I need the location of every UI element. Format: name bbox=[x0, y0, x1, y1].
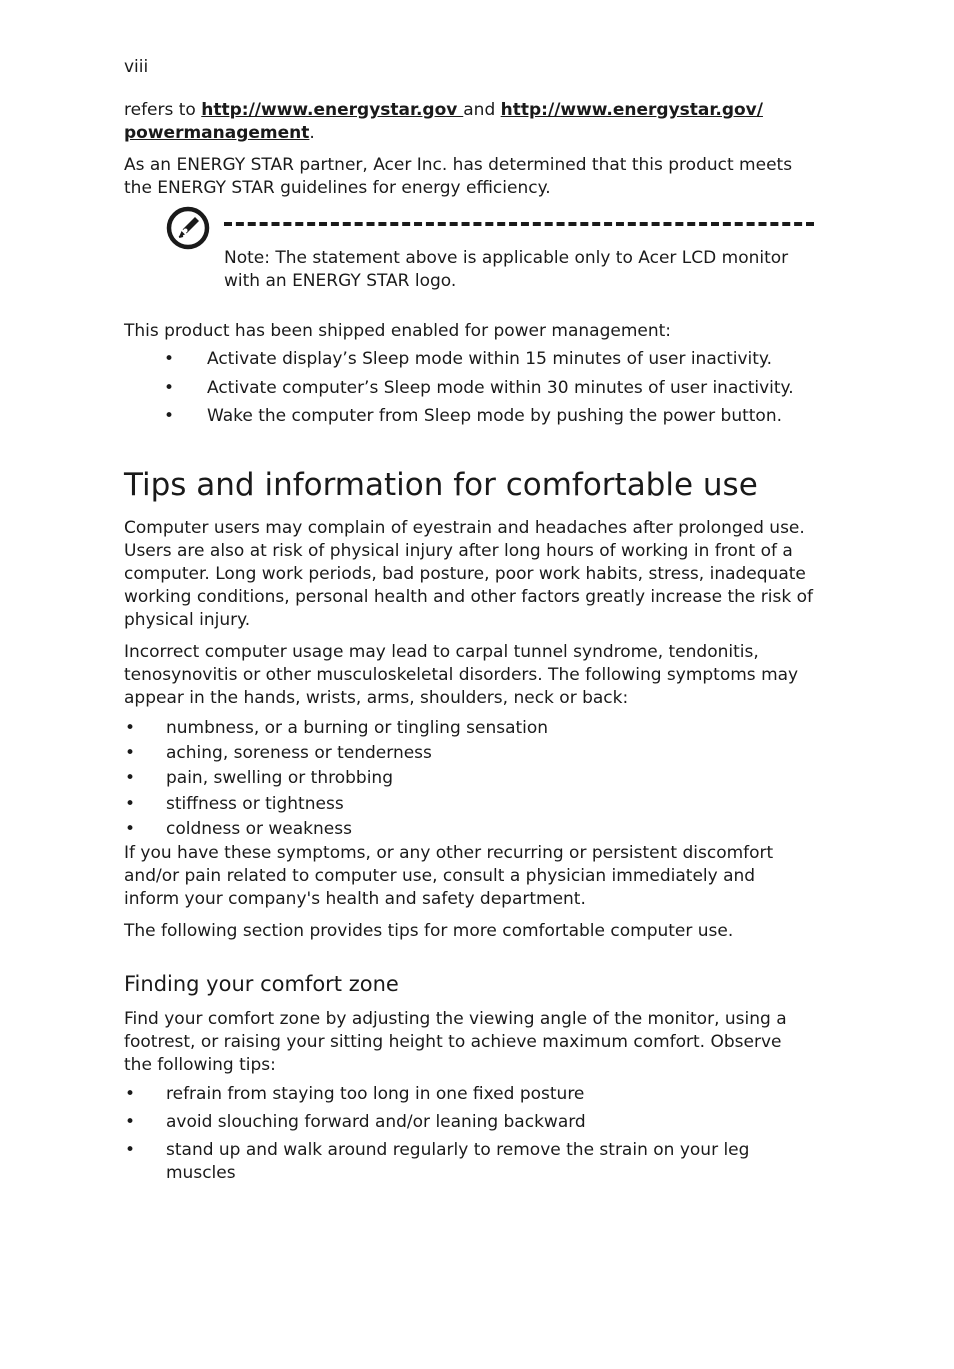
note-divider bbox=[224, 222, 814, 226]
note-body: The statement above is applicable only to Acer LCD monitor with an ENERGY STAR logo. bbox=[224, 248, 789, 291]
list-item: • stand up and walk around regularly to remove the strain on your leg muscles bbox=[124, 1139, 814, 1185]
list-item: • Activate computer’s Sleep mode within 30 minutes of user inactivity. bbox=[164, 377, 814, 406]
page-number: viii bbox=[124, 57, 149, 77]
comfort-zone-paragraph: Find your comfort zone by adjusting the viewing angle of the monitor, using a footrest, or raising your sitting height to achieve maximum comfort. Observe the following tips: bbox=[124, 1009, 787, 1075]
note-text bbox=[224, 247, 814, 293]
list-item: • numbness, or a burning or tingling sensation bbox=[124, 717, 814, 742]
incorrect-usage-paragraph: Incorrect computer usage may lead to carpal tunnel syndrome, tendonitis, tenosynovitis or other musculoskeletal disorders. The following symptoms may appear in the hands, wrists, arms, shoulders, neck or back: bbox=[124, 642, 799, 708]
powermanagement-link[interactable]: http://www.energystar.gov/ powermanagement bbox=[124, 100, 763, 143]
list-item: • Wake the computer from Sleep mode by pushing the power button. bbox=[164, 405, 814, 434]
note-label: Note: bbox=[224, 248, 270, 268]
subsection-title: Finding your comfort zone bbox=[124, 972, 399, 996]
note-box bbox=[166, 206, 814, 301]
list-item: • coldness or weakness bbox=[124, 818, 814, 843]
partner-paragraph: As an ENERGY STAR partner, Acer Inc. has determined that this product meets the ENERGY STAR guidelines for energy efficiency. bbox=[124, 155, 793, 198]
intro-suffix: . bbox=[309, 123, 315, 143]
power-management-intro: This product has been shipped enabled for power management: bbox=[124, 321, 672, 341]
pen-note-icon bbox=[166, 206, 210, 250]
users-paragraph: Computer users may complain of eyestrain and headaches after prolonged use. Users are also at risk of physical injury after long hours of working in front of a computer. Long work periods, bad posture, poor work habits, stress, inadequate working conditions, personal health and other factors greatly increase the risk of physical injury. bbox=[124, 518, 813, 630]
energystar-reference bbox=[124, 99, 814, 145]
intro-prefix: refers to bbox=[124, 100, 202, 120]
following-section-paragraph: The following section provides tips for more comfortable computer use. bbox=[124, 921, 734, 941]
section-title: Tips and information for comfortable use bbox=[124, 467, 758, 503]
tips-list bbox=[124, 1083, 814, 1190]
list-item: • pain, swelling or throbbing bbox=[124, 767, 814, 792]
list-item: • aching, soreness or tenderness bbox=[124, 742, 814, 767]
list-item: • refrain from staying too long in one fixed posture bbox=[124, 1083, 814, 1106]
intro-middle: and bbox=[463, 100, 501, 120]
power-management-list bbox=[164, 348, 814, 434]
symptoms-advice-paragraph: If you have these symptoms, or any other recurring or persistent discomfort and/or pain related to computer use, consult a physician immediately and inform your company's health and safety department. bbox=[124, 843, 774, 909]
energystar-link[interactable]: http://www.energystar.gov bbox=[201, 100, 464, 120]
symptoms-list bbox=[124, 717, 814, 843]
list-item: • stiffness or tightness bbox=[124, 793, 814, 818]
list-item: • Activate display’s Sleep mode within 15 minutes of user inactivity. bbox=[164, 348, 814, 377]
list-item: • avoid slouching forward and/or leaning backward bbox=[124, 1111, 814, 1134]
